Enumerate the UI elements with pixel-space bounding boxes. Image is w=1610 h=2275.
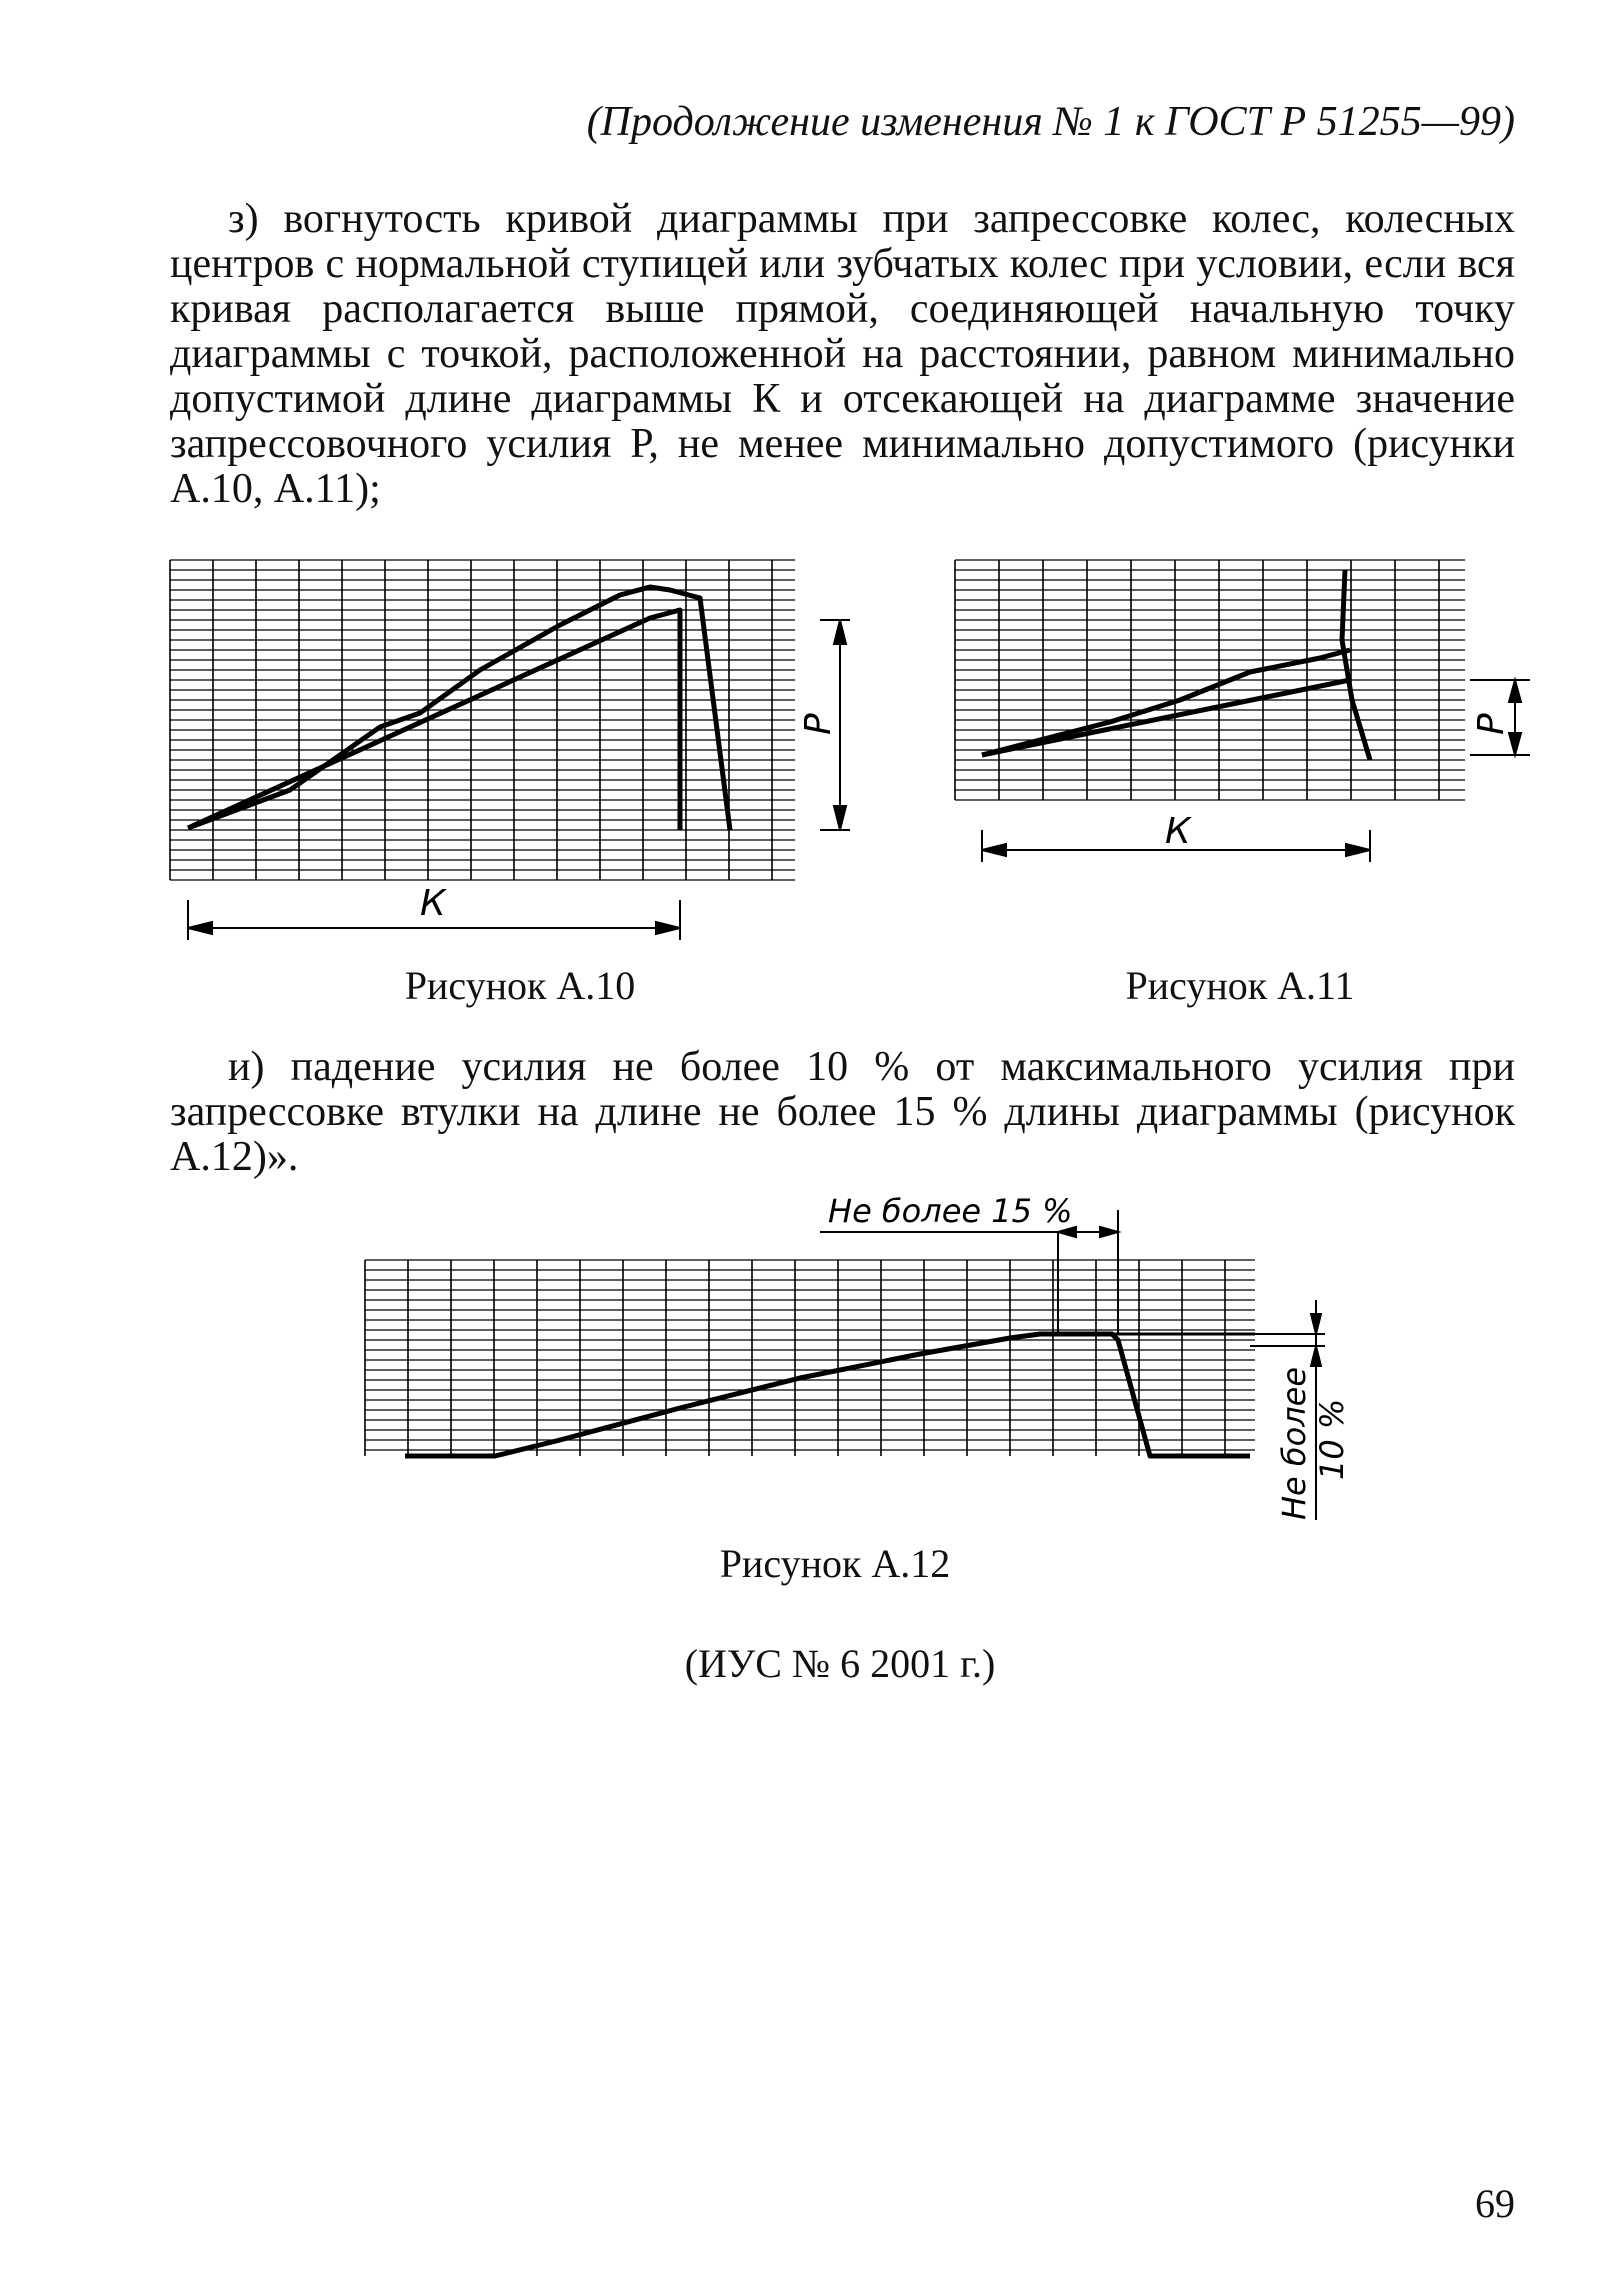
caption-a12: Рисунок А.12 [719, 1541, 951, 1586]
document-header: (Продолжение изменения № 1 к ГОСТ Р 51255—99) [586, 99, 1515, 145]
a12-curve [405, 1334, 1250, 1456]
paragraph-z: з) вогнутость кривой диаграммы при запрессовке колес, колесных центров с нормальной ступицей или зубчатых колес при условии, если вся кривая располагается выше прямой, соединяющей начальную точку диаграммы с точкой, расположенной на расстоянии, равном минимально допустимой длине диаграммы К и отсекающей на диаграмме значение запрессовочного усилия Р, не менее минимально допустимого (рисунки А.10, А.11); [170, 196, 1515, 512]
source-note: (ИУС № 6 2001 г.) [684, 1641, 996, 1686]
grid-a11 [955, 560, 1465, 800]
a10-p-label: Р [798, 713, 839, 735]
a11-k-label: К [1165, 811, 1191, 852]
a11-curve [982, 650, 1350, 755]
a12-side-label-1: Не более [1275, 1366, 1313, 1520]
caption-a11: Рисунок А.11 [1125, 963, 1355, 1008]
caption-a10: Рисунок А.10 [404, 963, 636, 1008]
paragraph-i: и) падение усилия не более 10 % от максимального усилия при запрессовке втулки на длине не более 15 % длины диаграммы (рисунок А.12)». [170, 1044, 1515, 1180]
page-number: 69 [1475, 2181, 1515, 2226]
a12-side-label-2: 10 % [1313, 1398, 1351, 1480]
a12-top-label: Не более 15 % [828, 1192, 1073, 1230]
a10-k-label: К [420, 883, 446, 924]
a11-straight-line [982, 680, 1350, 755]
a11-steep-segment [1342, 570, 1370, 760]
a11-p-label: Р [1471, 713, 1512, 735]
